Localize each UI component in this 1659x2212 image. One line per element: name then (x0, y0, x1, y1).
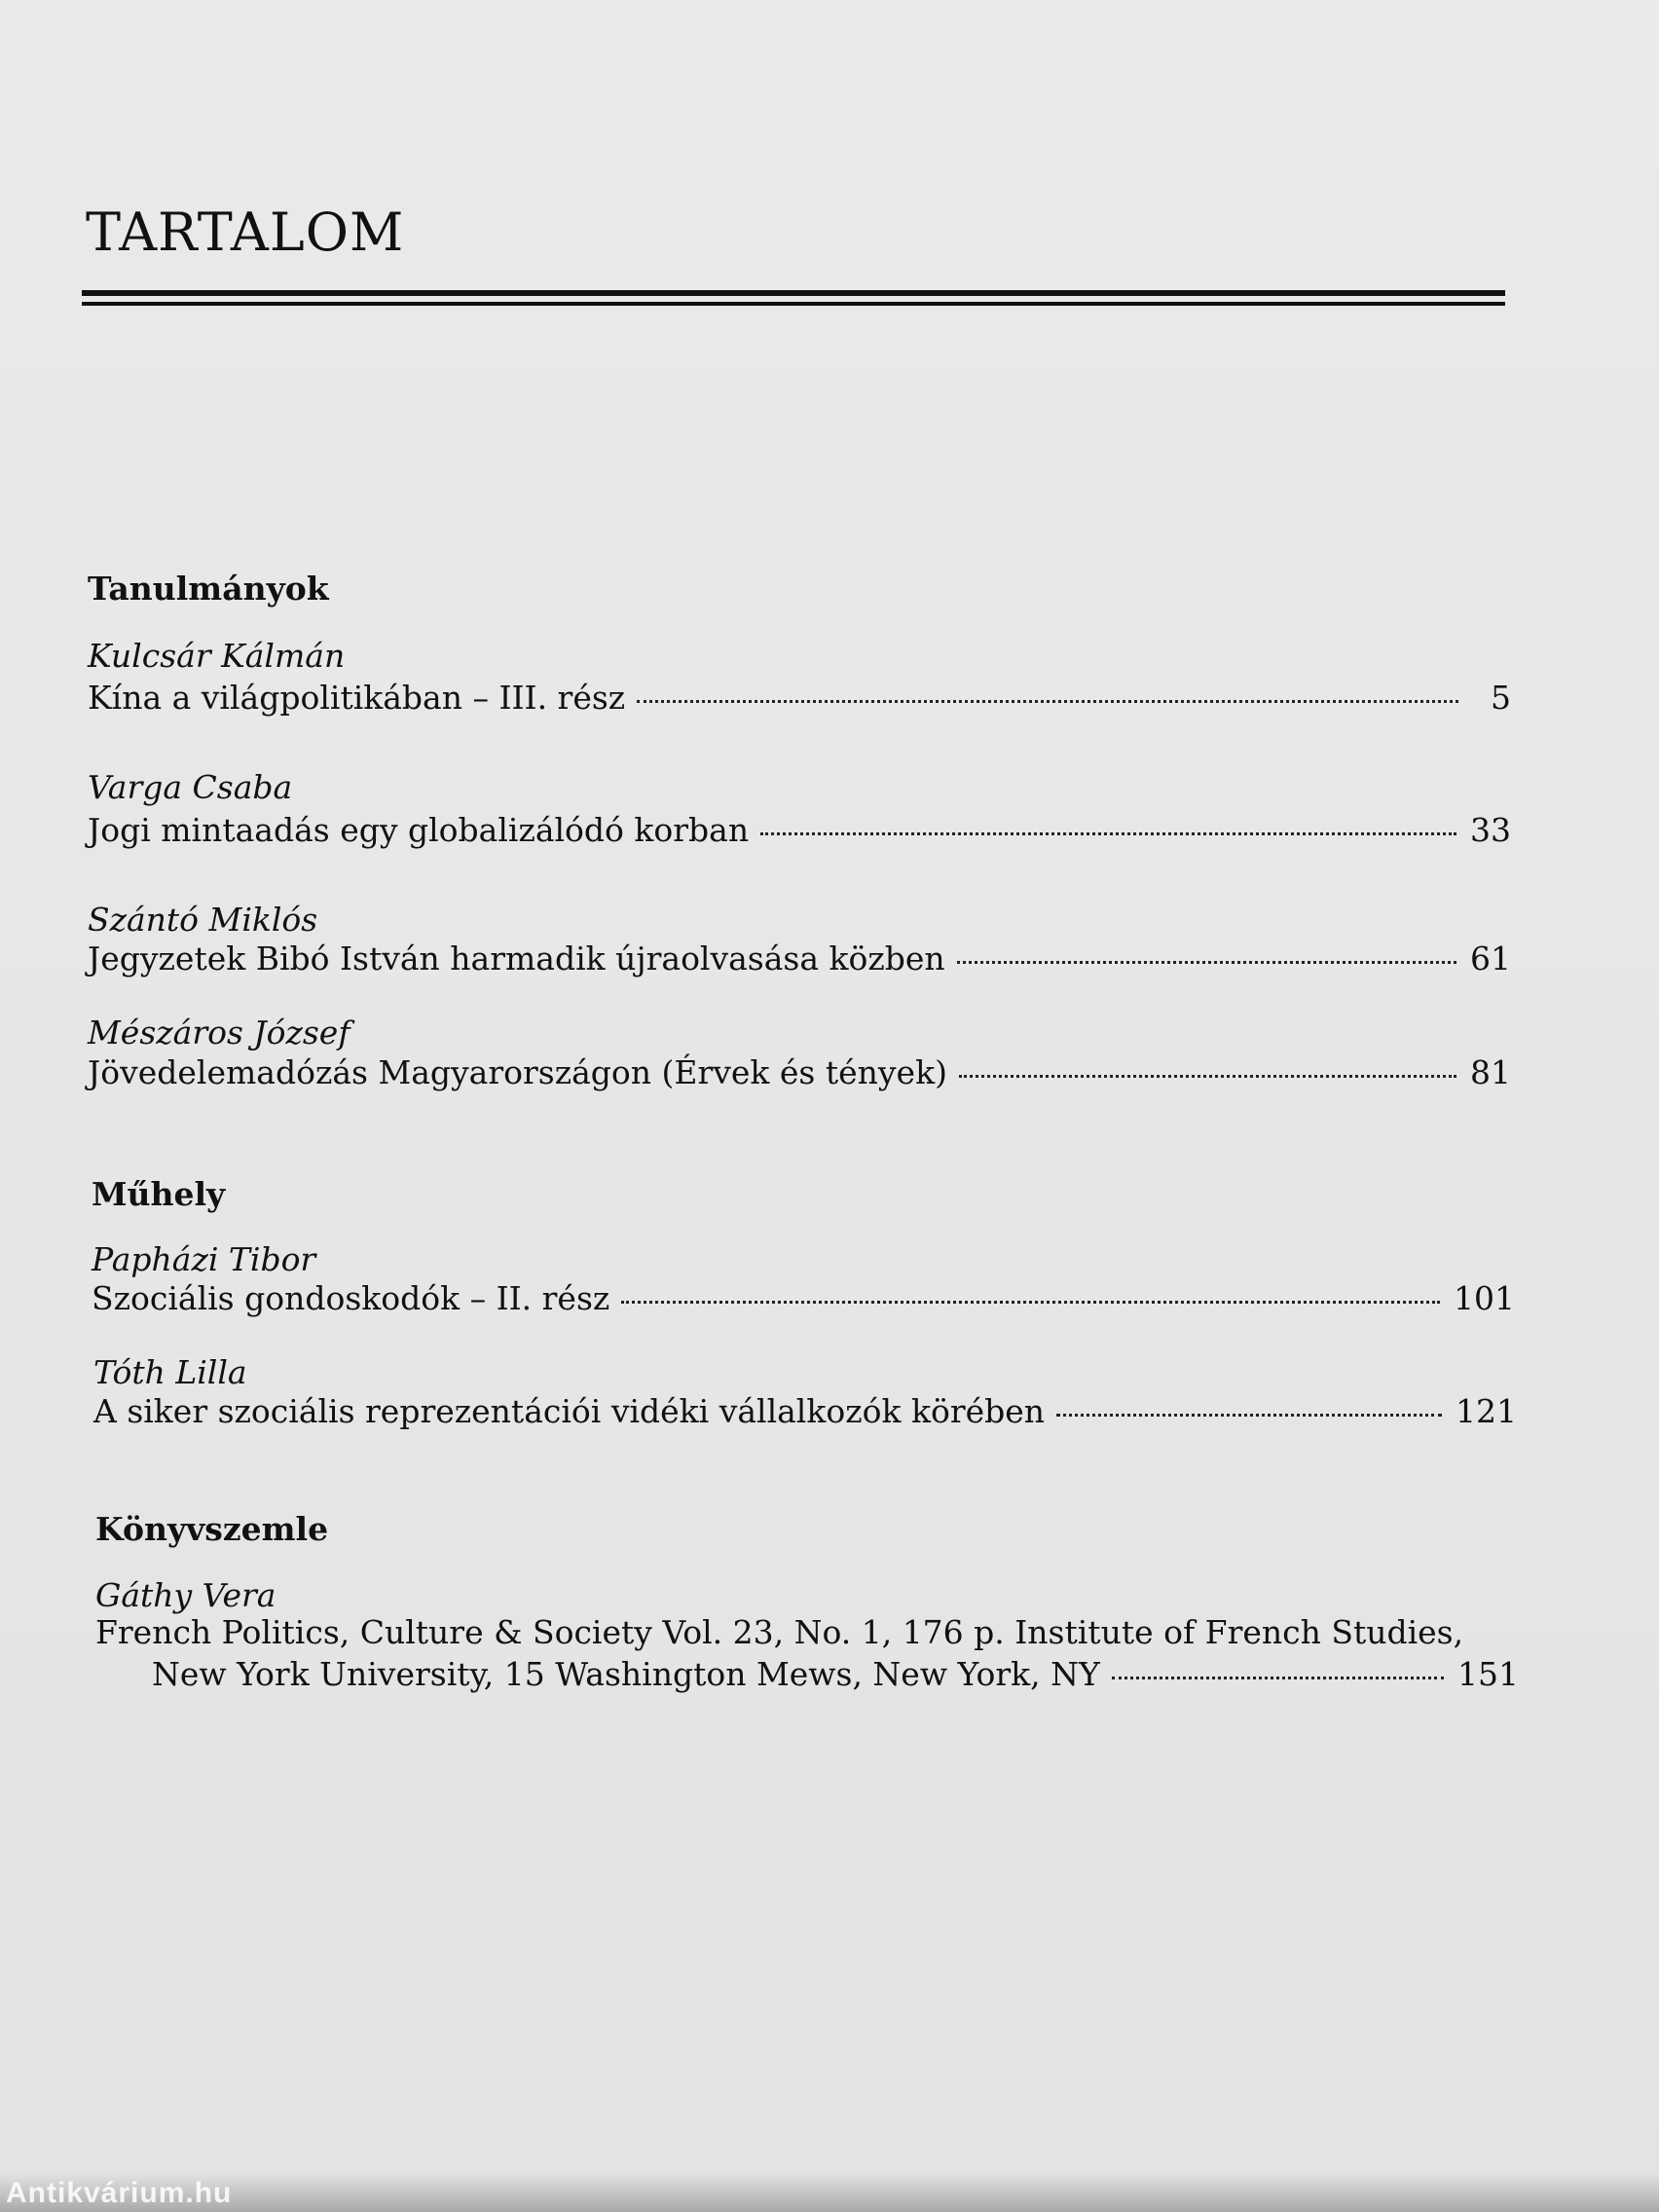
toc-entry[interactable] (88, 679, 1511, 717)
entry-author: Varga Csaba (88, 768, 293, 806)
entry-author: Gáthy Vera (95, 1576, 276, 1614)
toc-entry[interactable] (95, 1613, 1519, 1693)
toc-entry[interactable] (93, 1392, 1517, 1430)
dot-leader (637, 700, 1458, 703)
title-rule-thick (82, 290, 1505, 296)
entry-title: Kína a világpolitikában – III. rész (88, 679, 626, 717)
entry-author: Mészáros József (88, 1014, 350, 1051)
entry-page-number: 5 (1491, 679, 1511, 717)
dot-leader (760, 832, 1456, 835)
entry-title: Jövedelemadózás Magyarországon (Érvek és tények) (88, 1053, 947, 1091)
toc-entry[interactable] (88, 942, 1511, 975)
entry-page-number: 151 (1457, 1655, 1519, 1693)
watermark-text: Antikvárium.hu (6, 2177, 233, 2209)
toc-entry[interactable] (92, 1279, 1515, 1317)
section-heading-muhely: Műhely (92, 1175, 226, 1213)
entry-page-number: 81 (1470, 1053, 1511, 1091)
entry-title-line1: French Politics, Culture & Society Vol. 23, No. 1, 176 p. Institute of French Studies, (95, 1613, 1464, 1651)
entry-title: Szociális gondoskodók – II. rész (92, 1279, 610, 1317)
entry-author: Szántó Miklós (88, 901, 318, 939)
dot-leader (959, 1075, 1456, 1078)
dot-leader (957, 961, 1456, 964)
entry-page-number: 33 (1470, 811, 1511, 849)
toc-entry[interactable] (88, 811, 1511, 849)
dot-leader (621, 1301, 1440, 1304)
section-heading-konyvszemle: Könyvszemle (95, 1510, 329, 1548)
entry-title: Jegyzetek Bibó István harmadik újraolvasása közben (88, 940, 945, 977)
entry-page-number: 101 (1454, 1279, 1515, 1317)
entry-author: Kulcsár Kálmán (88, 637, 346, 675)
entry-author: Papházi Tibor (92, 1240, 316, 1278)
dot-leader (1056, 1414, 1442, 1417)
entry-title-line2-row (95, 1655, 1519, 1693)
entry-page-number: 61 (1470, 940, 1511, 977)
section-heading-tanulmanyok: Tanulmányok (88, 570, 329, 608)
toc-entry[interactable] (88, 1053, 1511, 1091)
entry-author: Tóth Lilla (93, 1353, 247, 1391)
title-rule-thin (82, 302, 1505, 306)
page-title: TARTALOM (86, 202, 405, 263)
entry-page-number: 121 (1456, 1392, 1517, 1430)
entry-title-line2: New York University, 15 Washington Mews, New York, NY (152, 1655, 1100, 1693)
entry-title: A siker szociális reprezentációi vidéki vállalkozók körében (93, 1392, 1046, 1430)
dot-leader (1112, 1677, 1444, 1679)
watermark (0, 2173, 1659, 2212)
entry-title: Jogi mintaadás egy globalizálódó korban (88, 811, 750, 849)
